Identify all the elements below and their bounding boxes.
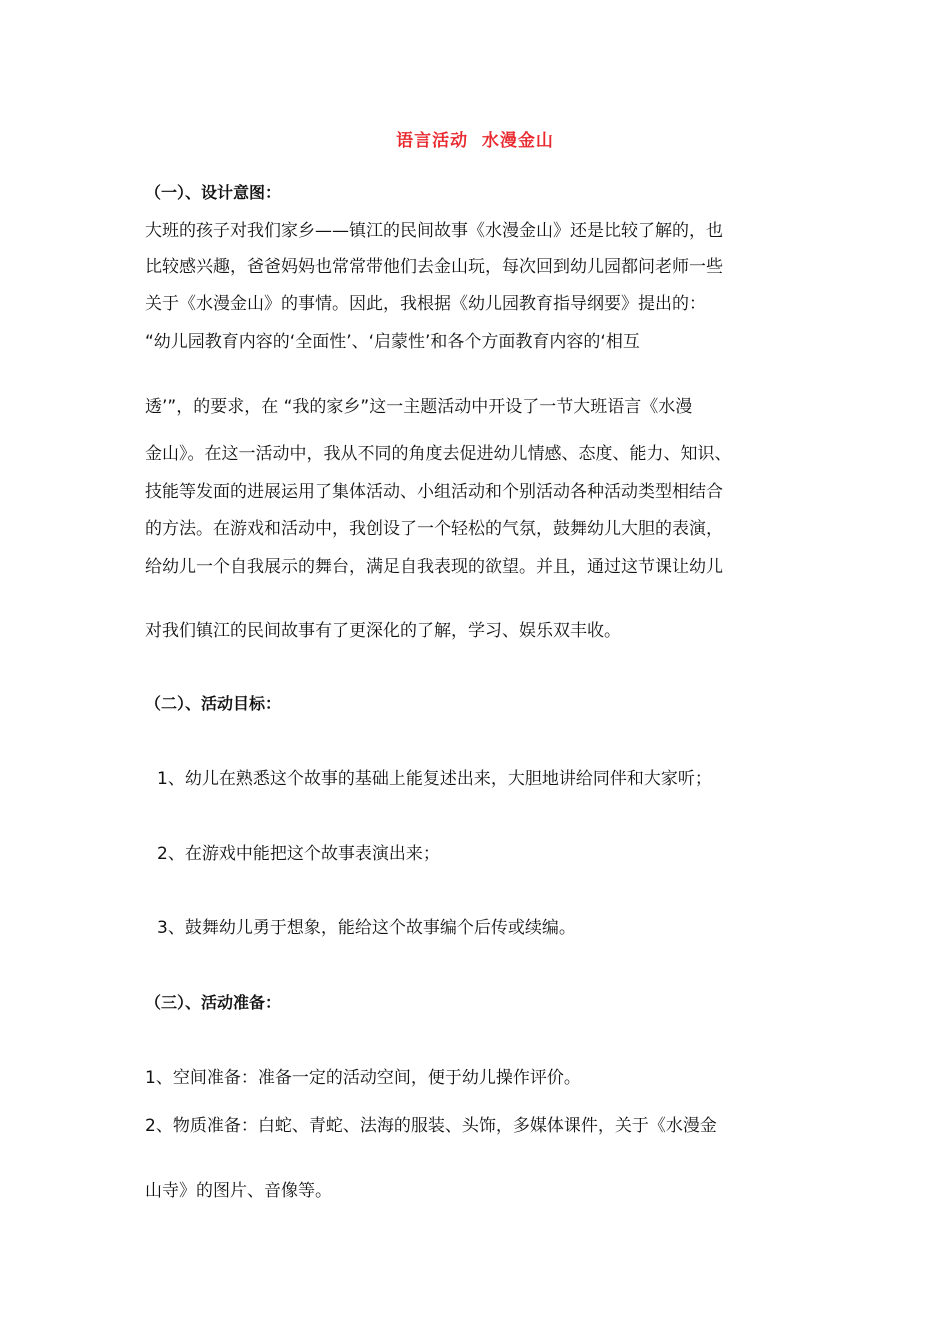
paragraph-line: 金山》。在这一活动中，我从不同的角度去促进幼儿情感、态度、能力、知识、 — [145, 444, 732, 464]
list-item: 2、物质准备：白蛇、青蛇、法海的服装、头饰，多媒体课件，关于《水漫金 — [145, 1116, 717, 1136]
section-heading-activity-preparation: （三）、活动准备： — [145, 993, 282, 1012]
paragraph-line: 给幼儿一个自我展示的舞台，满足自我表现的欲望。并且，通过这节课让幼儿 — [145, 557, 723, 577]
paragraph-line: 对我们镇江的民间故事有了更深化的了解，学习、娱乐双丰收。 — [145, 621, 621, 641]
paragraph-line: 技能等发面的进展运用了集体活动、小组活动和个别活动各种活动类型相结合 — [145, 482, 723, 502]
list-item: 山寺》的图片、音像等。 — [145, 1181, 332, 1201]
section-heading-activity-goals: （二）、活动目标： — [145, 694, 282, 713]
section-heading-design-intent: （一）、设计意图： — [145, 183, 282, 202]
list-item: 2、在游戏中能把这个故事表演出来； — [157, 844, 440, 864]
list-item: 1、空间准备：准备一定的活动空间，便于幼儿操作评价。 — [145, 1068, 581, 1088]
document-title: 语言活动 水漫金山 — [396, 131, 554, 151]
paragraph-line: 比较感兴趣，爸爸妈妈也常常带他们去金山玩，每次回到幼儿园都问老师一些 — [145, 257, 723, 277]
list-item: 1、幼儿在熟悉这个故事的基础上能复述出来，大胆地讲给同伴和大家听； — [157, 769, 712, 789]
paragraph-line: “幼儿园教育内容的‘全面性’、‘启蒙性’和各个方面教育内容的‘相互 — [145, 332, 640, 352]
paragraph-line: 关于《水漫金山》的事情。因此，我根据《幼儿园教育指导纲要》提出的： — [145, 294, 706, 314]
paragraph-line: 的方法。在游戏和活动中，我创设了一个轻松的气氛，鼓舞幼儿大胆的表演， — [145, 519, 723, 539]
paragraph-line: 透’”，的要求，在 “我的家乡”这一主题活动中开设了一节大班语言《水漫 — [145, 397, 693, 417]
paragraph-line: 大班的孩子对我们家乡——镇江的民间故事《水漫金山》还是比较了解的，也 — [145, 221, 723, 241]
list-item: 3、鼓舞幼儿勇于想象，能给这个故事编个后传或续编。 — [157, 918, 576, 938]
